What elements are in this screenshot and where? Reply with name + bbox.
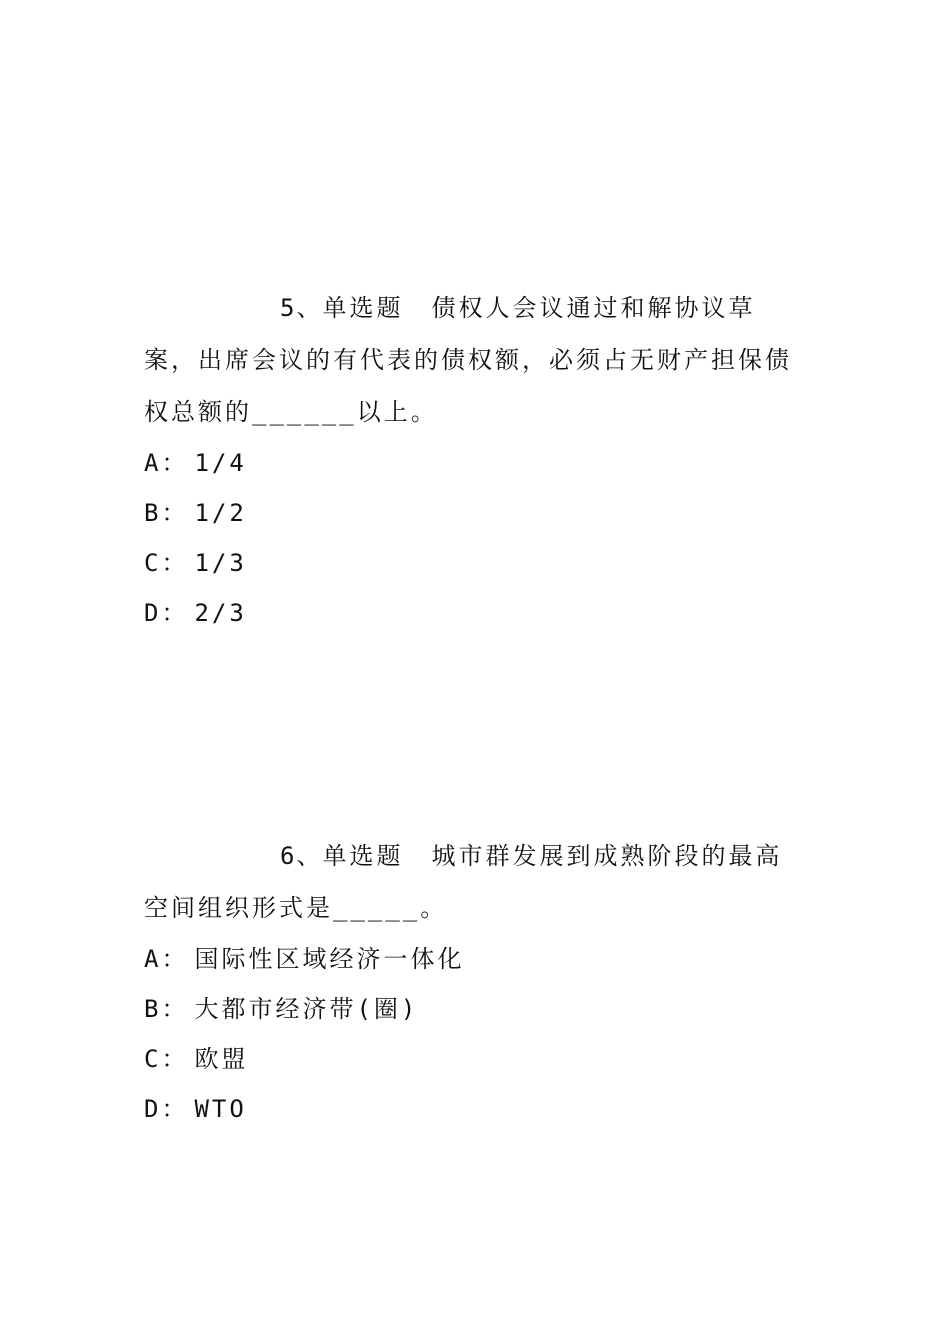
- question-stem: [144, 830, 808, 934]
- option-separator: ：: [161, 1095, 189, 1123]
- question-number: 5、: [280, 294, 323, 322]
- option-letter: C: [144, 549, 162, 577]
- option-a[interactable]: [144, 934, 808, 984]
- options-list: [144, 438, 808, 638]
- option-letter: D: [144, 599, 162, 627]
- option-separator: ：: [161, 599, 189, 627]
- option-separator: ：: [161, 1045, 189, 1073]
- options-list: [144, 934, 808, 1134]
- option-letter: A: [144, 449, 162, 477]
- option-separator: ：: [161, 499, 189, 527]
- option-separator: ：: [161, 945, 189, 973]
- question-type: 单选题: [322, 842, 404, 870]
- option-letter: B: [144, 995, 162, 1023]
- option-letter: C: [144, 1045, 162, 1073]
- option-separator: ：: [161, 449, 189, 477]
- option-b[interactable]: [144, 488, 808, 538]
- question-6: [144, 830, 808, 1134]
- option-letter: A: [144, 945, 162, 973]
- option-text: WTO: [194, 1095, 247, 1123]
- question-stem: [144, 282, 808, 438]
- option-text: 1/3: [194, 549, 247, 577]
- option-letter: D: [144, 1095, 162, 1123]
- option-text: 1/2: [194, 499, 247, 527]
- option-separator: ：: [161, 549, 189, 577]
- question-type: 单选题: [322, 294, 404, 322]
- option-text: 2/3: [194, 599, 247, 627]
- option-c[interactable]: [144, 1034, 808, 1084]
- option-letter: B: [144, 499, 162, 527]
- option-d[interactable]: [144, 588, 808, 638]
- question-5: [144, 282, 808, 638]
- option-text: 国际性区域经济一体化: [194, 945, 465, 973]
- question-number: 6、: [280, 842, 323, 870]
- option-b[interactable]: [144, 984, 808, 1034]
- option-d[interactable]: [144, 1084, 808, 1134]
- option-text: 大都市经济带(圈): [194, 995, 419, 1023]
- option-c[interactable]: [144, 538, 808, 588]
- question-text: 债权人会议通过和解协议草案，出席会议的有代表的债权额，必须占无财产担保债权总额的______以上。: [144, 294, 792, 426]
- question-text: 城市群发展到成熟阶段的最高空间组织形式是_____。: [144, 842, 783, 922]
- option-a[interactable]: [144, 438, 808, 488]
- option-separator: ：: [161, 995, 189, 1023]
- option-text: 1/4: [194, 449, 247, 477]
- option-text: 欧盟: [194, 1045, 249, 1073]
